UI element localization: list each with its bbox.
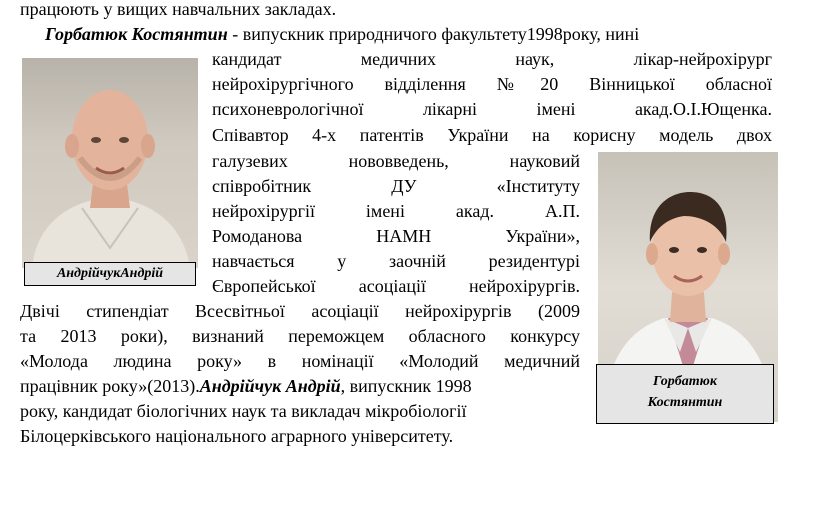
text-line: Двічі стипендіат Всесвітньої асоціації нейрохірургів (2009 <box>20 301 580 321</box>
text-line: психоневрологічної лікарні імені акад.О.І.Ющенка. <box>212 99 772 119</box>
text-line: Європейської асоціації нейрохірургів. <box>212 276 580 296</box>
text-span: - випускник природничого факультету1998року, нині <box>227 24 640 44</box>
text-line: працюють у вищих навчальних закладах. <box>20 0 337 19</box>
text-line <box>20 375 472 397</box>
portrait-photo-left <box>22 58 198 268</box>
caption-line: Горбатюк <box>653 374 717 389</box>
photo-caption-right <box>596 364 774 424</box>
text-span: працівник року»(2013). <box>20 376 200 396</box>
text-line: «Молода людина року» в номінації «Молодий медичний <box>20 351 580 371</box>
text-line: року, кандидат біологічних наук та викладач мікробіології <box>20 401 467 421</box>
text-line: та 2013 роки), визнаний переможцем обласного конкурсу <box>20 326 580 346</box>
text-line <box>45 23 639 45</box>
person-name: Горбатюк Костянтин <box>45 24 228 44</box>
text-line: навчається у заочній резидентурі <box>212 251 580 271</box>
portrait-image <box>22 58 198 268</box>
text-line: нейрохірургії імені акад. А.П. <box>212 201 580 221</box>
text-line: галузевих нововведень, науковий <box>212 151 580 171</box>
text-span: , випускник 1998 <box>340 376 472 396</box>
text-line: Співавтор 4-х патентів України на корисну модель двох <box>212 125 772 145</box>
caption-line: Костянтин <box>647 395 723 410</box>
text-line: співробітник ДУ «Інституту <box>212 176 580 196</box>
text-line: Білоцерківського національного аграрного університету. <box>20 426 454 446</box>
text-line: нейрохірургічного відділення №20 Вінницької обласної <box>212 74 772 94</box>
text-line: Ромоданова НАМН України», <box>212 226 580 246</box>
text-line: кандидат медичних наук, лікар-нейрохірург <box>212 49 772 69</box>
person-name: Андрійчук Андрій <box>199 376 341 396</box>
photo-caption-left: АндрійчукАндрій <box>24 262 196 286</box>
